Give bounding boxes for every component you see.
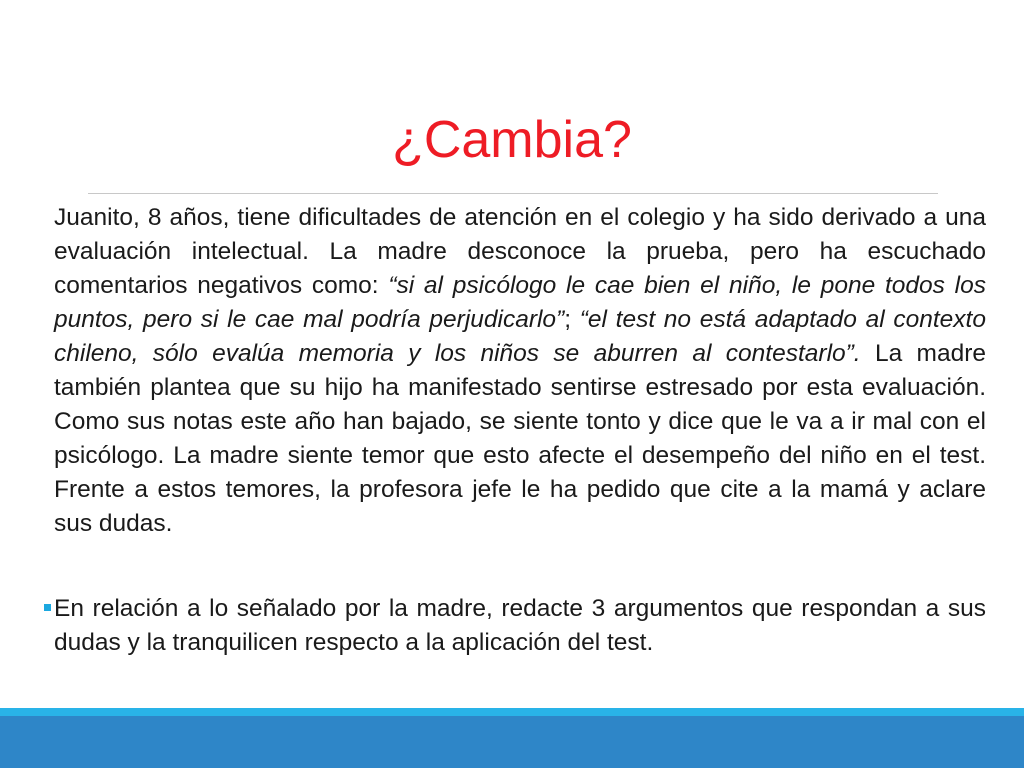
- title-divider: [88, 193, 938, 194]
- square-bullet-icon: [44, 604, 51, 611]
- task-bullet-text: En relación a lo señalado por la madre, redacte 3 argumentos que respondan a sus dudas y la tranquilicen respecto a la aplicación del test.: [54, 595, 986, 656]
- slide-title: ¿Cambia?: [392, 111, 632, 169]
- task-bullet: [54, 592, 986, 660]
- paragraph-separator: ;: [564, 306, 580, 333]
- paragraph-intro: Juanito, 8 años, tiene dificultades de atención en el colegio y ha sido derivado a una evaluación intelectual. La madre desconoce la prueba, pero ha escuchado comentarios negativos como:: [54, 204, 986, 299]
- paragraph-quote-1: “si al psicólogo le cae bien el niño, le pone todos los puntos, pero si le cae mal podría perjudicarlo”: [54, 272, 986, 333]
- case-paragraph: [54, 201, 986, 541]
- footer-band: [0, 716, 1024, 768]
- paragraph-quote-2: “el test no está adaptado al contexto chileno, sólo evalúa memoria y los niños se aburren al contestarlo”.: [54, 306, 986, 367]
- footer-accent-stripe: [0, 708, 1024, 716]
- paragraph-continuation: La madre también plantea que su hijo ha manifestado sentirse estresado por esta evaluación. Como sus notas este año han bajado, se siente tonto y dice que le va a ir mal con el psicólogo. La madre siente temor que esto afecte el desempeño del niño en el test. Frente a estos temores, la profesora jefe le ha pedido que cite a la mamá y aclare sus dudas.: [54, 340, 986, 537]
